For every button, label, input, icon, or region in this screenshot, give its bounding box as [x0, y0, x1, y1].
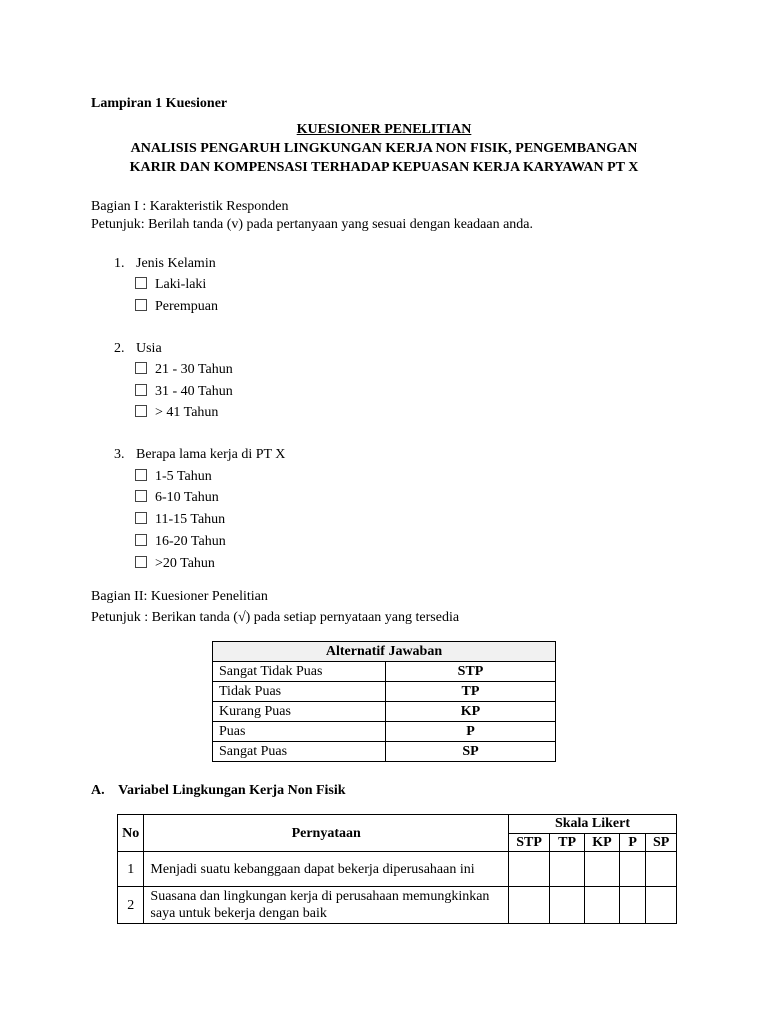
answer-cell-sp[interactable]	[646, 852, 677, 887]
question-3	[114, 446, 285, 463]
checkbox-icon[interactable]	[135, 277, 147, 289]
research-title-line1: ANALISIS PENGARUH LINGKUNGAN KERJA NON FISIK, PENGEMBANGAN	[130, 141, 638, 156]
answer-cell-p[interactable]	[619, 887, 645, 924]
checkbox-icon[interactable]	[135, 556, 147, 568]
table-row	[118, 852, 677, 887]
option-11-15[interactable]	[135, 511, 225, 528]
answer-cell-stp[interactable]	[508, 887, 549, 924]
statement-text: Menjadi suatu kebanggaan dapat bekerja diperusahaan ini	[144, 852, 509, 887]
scale-code: STP	[508, 833, 549, 852]
row-number: 1	[118, 852, 144, 887]
question-number: 3.	[114, 447, 125, 462]
section2-heading: Bagian II: Kuesioner Penelitian	[91, 589, 268, 604]
questionnaire-title: KUESIONER PENELITIAN	[296, 122, 472, 137]
answer-cell-sp[interactable]	[646, 887, 677, 924]
option-laki-laki[interactable]	[135, 276, 206, 293]
option-label: Laki-laki	[155, 277, 207, 292]
option-label: >20 Tahun	[155, 556, 215, 571]
scale-code: KP	[585, 833, 620, 852]
option-label: 1-5 Tahun	[155, 469, 212, 484]
table-row	[213, 742, 556, 762]
option-label: 6-10 Tahun	[155, 490, 219, 505]
table-row	[213, 682, 556, 702]
option-41-plus[interactable]	[135, 404, 218, 421]
checkbox-icon[interactable]	[135, 299, 147, 311]
answer-label: Tidak Puas	[213, 682, 386, 702]
question-2	[114, 340, 162, 357]
answer-cell-p[interactable]	[619, 852, 645, 887]
answer-cell-tp[interactable]	[550, 887, 585, 924]
answer-code: STP	[386, 662, 556, 682]
likert-table	[117, 814, 677, 924]
research-title-line2: KARIR DAN KOMPENSASI TERHADAP KEPUASAN KERJA KARYAWAN PT X	[129, 160, 639, 175]
option-1-5[interactable]	[135, 468, 212, 485]
answer-cell-kp[interactable]	[585, 852, 620, 887]
checkbox-icon[interactable]	[135, 469, 147, 481]
table-row	[213, 662, 556, 682]
section2-instruction: Petunjuk : Berikan tanda (√) pada setiap pernyataan yang tersedia	[91, 610, 460, 625]
table-row	[118, 887, 677, 924]
option-label: 16-20 Tahun	[155, 534, 226, 549]
answer-alternatives-table	[212, 641, 556, 762]
table-row	[213, 722, 556, 742]
table-row	[213, 702, 556, 722]
answer-label: Sangat Puas	[213, 742, 386, 762]
checkbox-icon[interactable]	[135, 512, 147, 524]
option-perempuan[interactable]	[135, 298, 218, 315]
question-number: 2.	[114, 341, 125, 356]
checkbox-icon[interactable]	[135, 534, 147, 546]
option-label: Perempuan	[155, 299, 218, 314]
question-1	[114, 255, 216, 272]
option-label: > 41 Tahun	[155, 405, 219, 420]
answer-code: SP	[386, 742, 556, 762]
checkbox-icon[interactable]	[135, 490, 147, 502]
table-header: Alternatif Jawaban	[213, 642, 556, 662]
checkbox-icon[interactable]	[135, 384, 147, 396]
section1-heading: Bagian I : Karakteristik Responden	[91, 199, 289, 214]
option-21-30[interactable]	[135, 361, 233, 378]
checkbox-icon[interactable]	[135, 405, 147, 417]
answer-code: KP	[386, 702, 556, 722]
option-label: 31 - 40 Tahun	[155, 384, 233, 399]
answer-cell-stp[interactable]	[508, 852, 549, 887]
table-header-row	[118, 815, 677, 834]
appendix-title: Lampiran 1 Kuesioner	[91, 96, 228, 111]
question-text: Jenis Kelamin	[136, 256, 216, 271]
answer-code: P	[386, 722, 556, 742]
question-number: 1.	[114, 256, 125, 271]
statement-text: Suasana dan lingkungan kerja di perusahaan memungkinkan saya untuk bekerja dengan baik	[144, 887, 509, 924]
answer-code: TP	[386, 682, 556, 702]
variable-a-heading	[91, 782, 346, 799]
answer-label: Kurang Puas	[213, 702, 386, 722]
scale-code: SP	[646, 833, 677, 852]
option-6-10[interactable]	[135, 489, 219, 506]
row-number: 2	[118, 887, 144, 924]
section1-instruction: Petunjuk: Berilah tanda (v) pada pertanyaan yang sesuai dengan keadaan anda.	[91, 217, 533, 232]
option-31-40[interactable]	[135, 383, 233, 400]
col-no: No	[118, 815, 144, 852]
question-text: Berapa lama kerja di PT X	[136, 447, 286, 462]
variable-title: Variabel Lingkungan Kerja Non Fisik	[118, 783, 346, 798]
option-label: 11-15 Tahun	[155, 512, 226, 527]
answer-label: Sangat Tidak Puas	[213, 662, 386, 682]
answer-cell-tp[interactable]	[550, 852, 585, 887]
table-header-row	[213, 642, 556, 662]
variable-letter: A.	[91, 783, 105, 798]
col-scale: Skala Likert	[508, 815, 676, 834]
col-statement: Pernyataan	[144, 815, 509, 852]
question-text: Usia	[136, 341, 162, 356]
answer-cell-kp[interactable]	[585, 887, 620, 924]
option-20-plus[interactable]	[135, 555, 215, 572]
scale-code: TP	[550, 833, 585, 852]
checkbox-icon[interactable]	[135, 362, 147, 374]
scale-code: P	[619, 833, 645, 852]
answer-label: Puas	[213, 722, 386, 742]
option-16-20[interactable]	[135, 533, 226, 550]
option-label: 21 - 30 Tahun	[155, 362, 233, 377]
